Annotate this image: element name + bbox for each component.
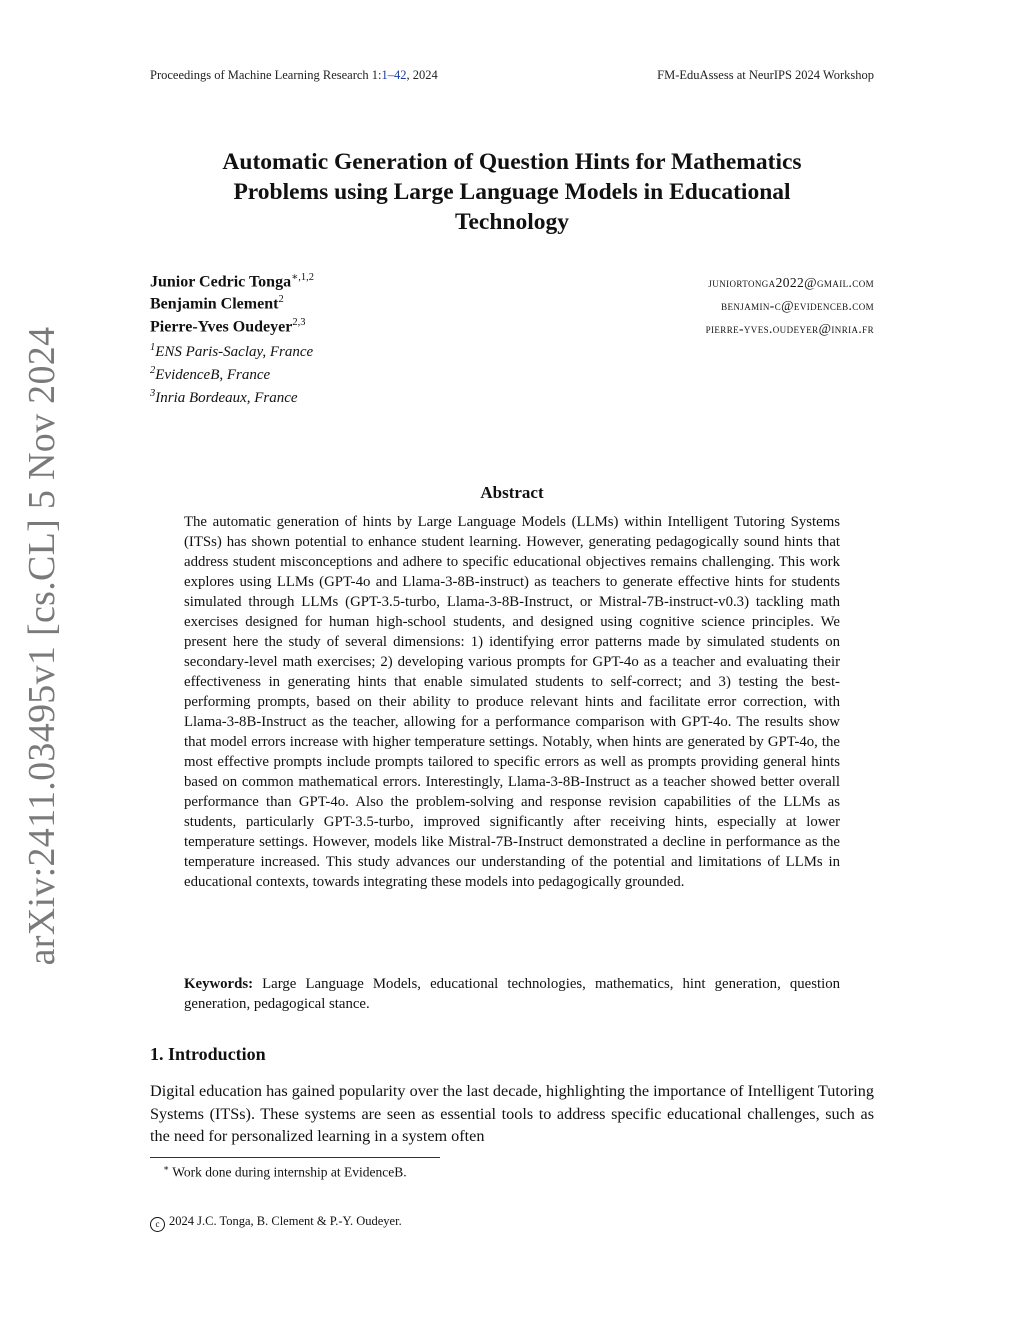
affiliation: $^2$EvidenceB, France xyxy=(150,365,271,383)
copyright-line xyxy=(150,1214,402,1232)
running-header-right: FM-EduAssess at NeurIPS 2024 Workshop xyxy=(657,68,874,82)
section-heading: 1. Introduction xyxy=(150,1044,266,1064)
page-range-link[interactable]: 1–42 xyxy=(381,68,407,82)
title-line: Technology xyxy=(454,209,570,235)
footnote-text: Work done during internship at EvidenceB. xyxy=(172,1164,407,1180)
running-header-left xyxy=(150,68,438,83)
arxiv-identifier: arXiv:2411.03495v1 [cs.CL] 5 Nov 2024 xyxy=(21,326,63,966)
title-line: Automatic Generation of Question Hints for Mathematics xyxy=(222,149,802,175)
footnote xyxy=(163,1163,407,1181)
intro-paragraph: Digital education has gained popularity over the last decade, highlighting the importance of Intelligent Tutoring Systems (ITSs). These systems are seen as essential tools to address specific educational challenges, such as the need for personalized learning in a system often xyxy=(150,1082,874,1145)
author-email[interactable]: pierre-yves.oudeyer@inria.fr xyxy=(705,321,874,336)
title-line: Problems using Large Language Models in Educational xyxy=(233,179,791,205)
affiliation: $^1$ENS Paris-Saclay, France xyxy=(150,342,314,360)
author-name: Benjamin Clement$^2$ xyxy=(150,294,284,313)
abstract-body: The automatic generation of hints by Large Language Models (LLMs) within Intelligent Tutoring Systems (ITSs) has shown potential to enhance student learning. However, generating pedagogically sound hints that address student misconceptions and adhere to specific educational objectives remains challenging. This work explores using LLMs (GPT-4o and Llama-3-8B-instruct) as teachers to generate effective hints for students simulated through LLMs (GPT-3.5-turbo, Llama-3-8B-Instruct, or Mistral-7B-instruct-v0.3) tackling math exercises designed for human high-school students, and designed using cognitive science principles. We present here the study of several dimensions: 1) identifying error patterns made by simulated students on secondary-level math exercises; 2) developing various prompts for GPT-4o as a teacher and evaluating their effectiveness in generating hints that enable simulated students to self-correct; and 3) testing the best-performing prompts, based on their ability to produce relevant hints and facilitate error correction, with Llama-3-8B-Instruct as the teacher, allowing for a performance comparison with GPT-4o. The results show that model errors increase with higher temperature settings. Notably, when hints are generated by GPT-4o, the most effective prompts include prompts tailored to specific errors as well as prompts providing general hints based on common mathematical errors. Interestingly, Llama-3-8B-Instruct as a teacher showed better overall performance than GPT-4o. Also the problem-solving and response revision capabilities of the LLMs as students, particularly GPT-3.5-turbo, improved significantly after receiving hints, especially at lower temperature settings. However, models like Mistral-7B-Instruct demonstrated a decline in performance as the temperature increased. This study advances our understanding of the potential and limitations of LLMs in educational contexts, towards integrating these models into pedagogically grounded. xyxy=(184,514,840,890)
header-year: , 2024 xyxy=(406,68,438,82)
keywords-list: Large Language Models, educational technologies, mathematics, hint generation, question generation, pedagogical stance. xyxy=(184,976,840,1012)
author-name: Pierre-Yves Oudeyer$^{2,3}$ xyxy=(150,317,306,336)
author-email[interactable]: benjamin-c@evidenceb.com xyxy=(721,298,874,313)
header-proceedings: Proceedings of Machine Learning Research 1: xyxy=(150,68,382,82)
author-name: Junior Cedric Tonga$^{∗,1,2}$ xyxy=(150,272,314,291)
affiliation: $^3$Inria Bordeaux, France xyxy=(150,388,298,406)
keywords xyxy=(184,974,840,1014)
copyright-text: 2024 J.C. Tonga, B. Clement & P.-Y. Oudeyer. xyxy=(169,1214,402,1228)
footnote-divider xyxy=(150,1157,440,1158)
abstract-heading: Abstract xyxy=(480,483,544,502)
paper-title xyxy=(150,147,874,237)
keywords-label: Keywords: xyxy=(184,976,254,992)
copyright-icon: c xyxy=(150,1217,165,1232)
footnote-mark: ∗ xyxy=(163,1163,170,1173)
author-email[interactable]: juniortonga2022@gmail.com xyxy=(708,275,874,290)
